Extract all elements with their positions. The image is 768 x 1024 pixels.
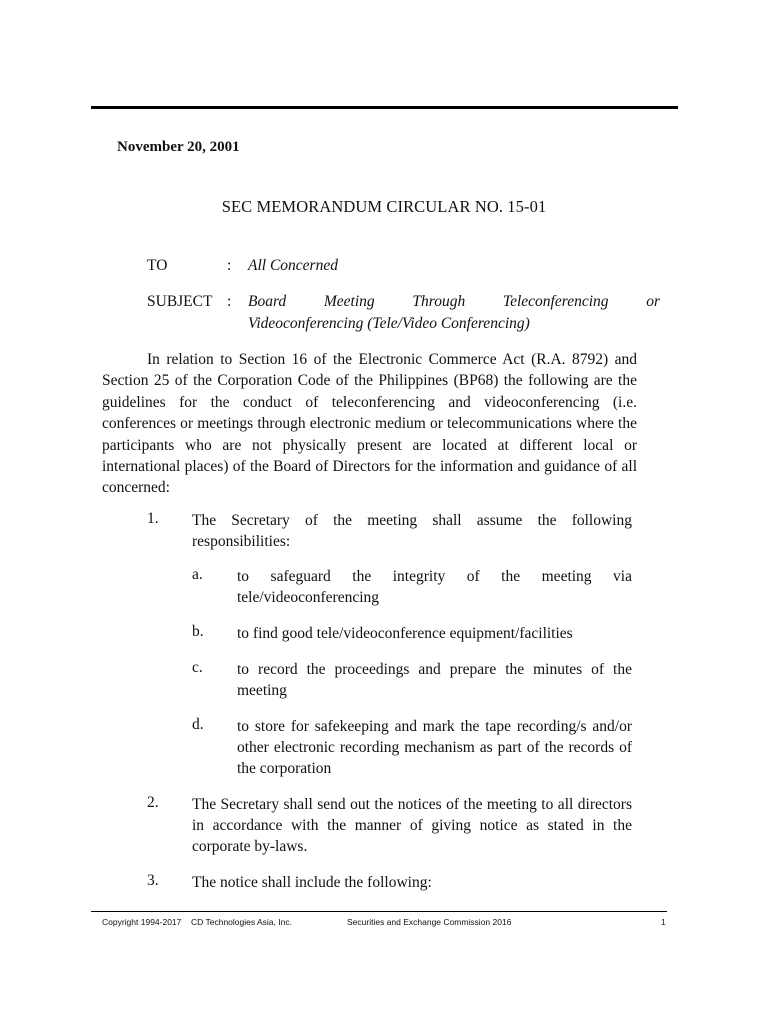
subject-value-line1: Board Meeting Through Teleconferencing or bbox=[248, 293, 660, 310]
list-item-number: 1. bbox=[147, 510, 159, 527]
list-item-text: The notice shall include the following: bbox=[192, 874, 432, 891]
subject-label: SUBJECT bbox=[147, 293, 213, 310]
list-item-text: The Secretary of the meeting shall assume the following responsibilities: bbox=[192, 512, 632, 550]
subject-value-line2: Videoconferencing (Tele/Video Conferencing) bbox=[248, 315, 530, 332]
sub-item-text: to record the proceedings and prepare the minutes of the meeting bbox=[237, 661, 632, 699]
memo-date: November 20, 2001 bbox=[117, 139, 240, 155]
intro-paragraph: In relation to Section 16 of the Electronic Commerce Act (R.A. 8792) and Section 25 of the Corporation Code of the Philippines (BP68) the following are the guidelines for the conduct of teleconferencing and videoconferencing (i.e. conferences or meetings through electronic medium or telecommunications where the participants who are not physically present are located at different local or international places) of the Board of Directors for the information and guidance of all concerned: bbox=[102, 351, 637, 497]
sub-item-text: to find good tele/videoconference equipment/facilities bbox=[237, 625, 573, 642]
footer-center: Securities and Exchange Commission 2016 bbox=[347, 917, 512, 927]
sub-item-letter: b. bbox=[192, 623, 204, 640]
footer-rule bbox=[91, 911, 667, 912]
footer-page-number: 1 bbox=[661, 917, 666, 927]
to-label: TO bbox=[147, 257, 168, 274]
sub-item-letter: a. bbox=[192, 566, 203, 583]
memo-title: SEC MEMORANDUM CIRCULAR NO. 15-01 bbox=[221, 197, 547, 216]
list-item-number: 3. bbox=[147, 872, 159, 889]
footer-company: CD Technologies Asia, Inc. bbox=[191, 917, 292, 927]
sub-item-letter: d. bbox=[192, 716, 204, 733]
subject-colon: : bbox=[227, 293, 232, 310]
footer-copyright: Copyright 1994-2017 bbox=[102, 917, 182, 927]
list-item-text: The Secretary shall send out the notices of the meeting to all directors in accordance with the manner of giving notice as stated in the corporate by-laws. bbox=[192, 796, 632, 855]
to-colon: : bbox=[227, 257, 232, 274]
header-rule bbox=[91, 106, 678, 109]
sub-item-text: to store for safekeeping and mark the tape recording/s and/or other electronic recording mechanism as part of the records of the corporation bbox=[237, 718, 632, 777]
sub-item-letter: c. bbox=[192, 659, 203, 676]
list-item-number: 2. bbox=[147, 794, 159, 811]
sub-item-text: to safeguard the integrity of the meeting via tele/videoconferencing bbox=[237, 568, 632, 606]
to-value: All Concerned bbox=[248, 257, 338, 274]
